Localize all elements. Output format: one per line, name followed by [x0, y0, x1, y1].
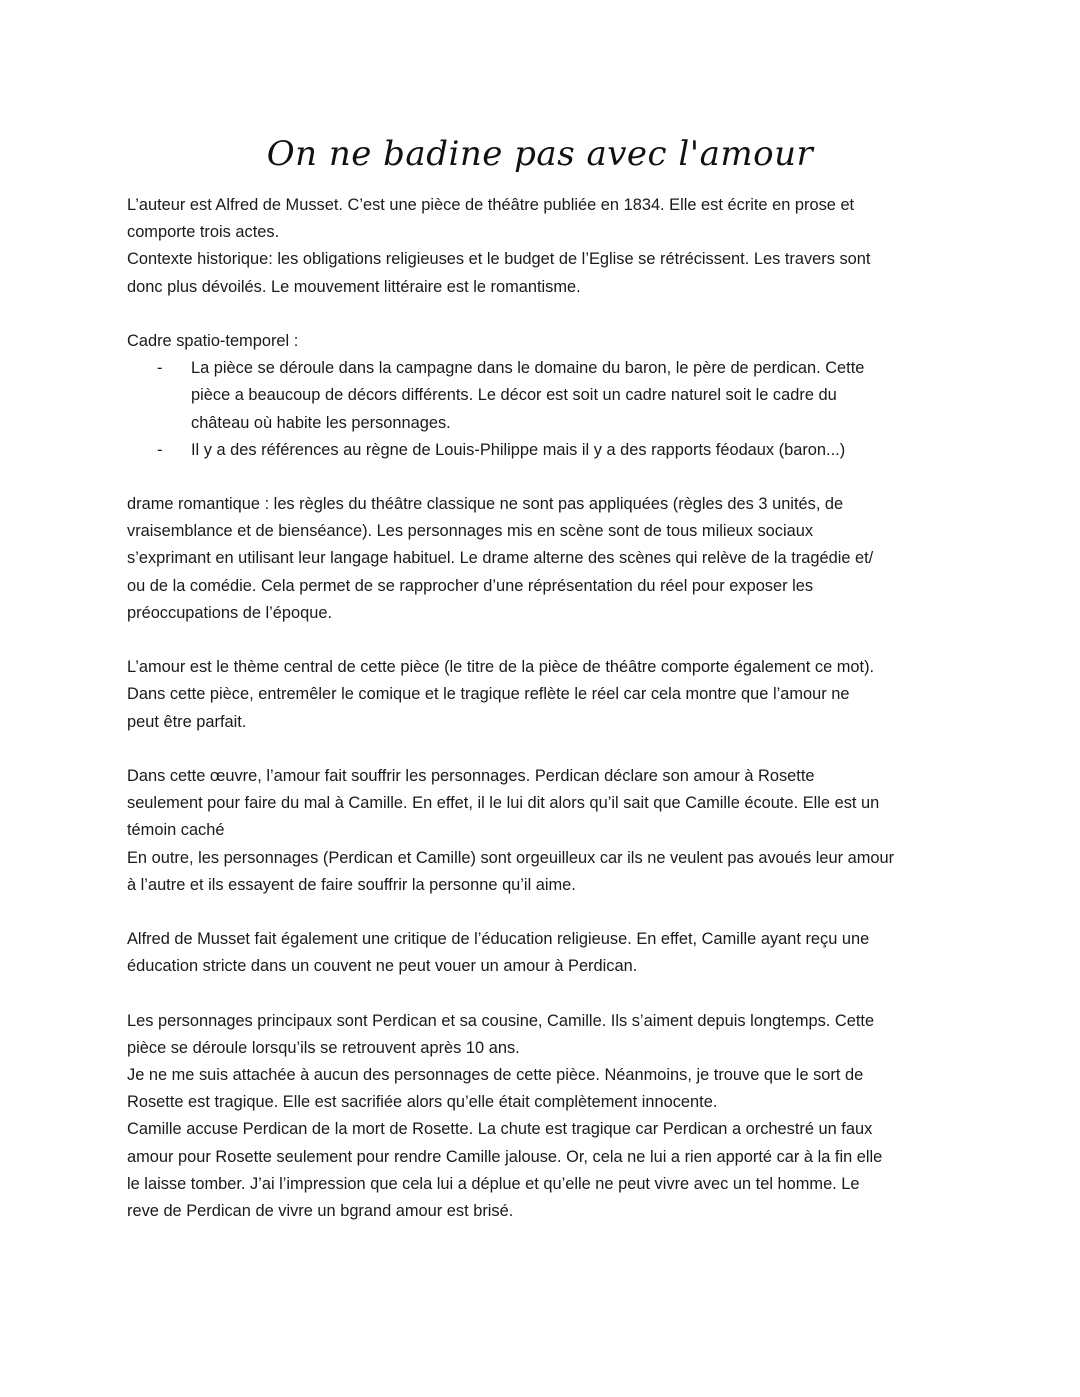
bullet-item	[127, 437, 957, 464]
section-heading: Cadre spatio-temporel :	[127, 331, 299, 350]
text-line: Dans cette œuvre, l’amour fait souffrir les personnages. Perdican déclare son amour à Rosette	[127, 766, 815, 785]
paragraph-intro	[127, 192, 957, 301]
text-line: Contexte historique: les obligations religieuses et le budget de l’Eglise se rétrécissent. Les travers sont	[127, 250, 871, 269]
text-line: préoccupations de l’époque.	[127, 603, 333, 622]
text-line: Il y a des références au règne de Louis-Philippe mais il y a des rapports féodaux (baron...)	[191, 440, 846, 459]
text-line: Alfred de Musset fait également une critique de l’éducation religieuse. En effet, Camille ayant reçu une	[127, 930, 870, 949]
text-line: La pièce se déroule dans la campagne dans le domaine du baron, le père de perdican. Cette	[191, 359, 865, 378]
bullet-dash: -	[157, 440, 163, 459]
text-line: reve de Perdican de vivre un bgrand amour est brisé.	[127, 1201, 514, 1220]
text-line: L’auteur est Alfred de Musset. C’est une pièce de théâtre publiée en 1834. Elle est écrite en prose et	[127, 196, 855, 214]
text-line: amour pour Rosette seulement pour rendre Camille jalouse. Or, cela ne lui a rien apporté car à la fin elle	[127, 1147, 883, 1166]
text-line: témoin caché	[127, 821, 225, 840]
text-line: pièce se déroule lorsqu’ils se retrouvent après 10 ans.	[127, 1038, 520, 1057]
bullet-item	[127, 355, 957, 437]
paragraph-amour	[127, 654, 957, 736]
paragraph-critique	[127, 926, 957, 980]
paragraph-spacer	[127, 627, 957, 654]
text-line: le laisse tomber. J’ai l’impression que cela lui a déplue et qu’elle ne peut vivre avec un tel homme. Le	[127, 1174, 860, 1193]
text-line: Je ne me suis attachée à aucun des personnages de cette pièce. Néanmoins, je trouve que le sort de	[127, 1066, 864, 1084]
text-line: ou de la comédie. Cela permet de se rapprocher d’une réprésentation du réel pour exposer les	[127, 576, 814, 595]
paragraph-spacer	[127, 301, 957, 328]
document-title: On ne badine pas avec l'amour	[266, 134, 814, 174]
text-line: vraisemblance et de bienséance). Les personnages mis en scène sont de tous milieux sociaux	[127, 522, 814, 541]
paragraph-spacer	[127, 899, 957, 926]
text-line: s’exprimant en utilisant leur langage habituel. Le drame alterne des scènes qui relève de la tragédie et/	[127, 549, 874, 568]
paragraph-personnages	[127, 1008, 957, 1226]
text-line: L’amour est le thème central de cette pièce (le titre de la pièce de théâtre comporte également ce mot).	[127, 658, 875, 677]
paragraph-souffrir	[127, 763, 957, 899]
paragraph-spacer	[127, 980, 957, 1007]
text-line: Dans cette pièce, entremêler le comique et le tragique reflète le réel car cela montre que l’amour ne	[127, 685, 850, 704]
paragraph-drame	[127, 491, 957, 627]
text-line: pièce a beaucoup de décors différents. Le décor est soit un cadre naturel soit le cadre du	[191, 386, 837, 405]
text-line: En outre, les personnages (Perdican et Camille) sont orgeuilleux car ils ne veulent pas avoués leur amour	[127, 848, 895, 867]
paragraph-cadre	[127, 328, 957, 464]
text-line: donc plus dévoilés. Le mouvement littéraire est le romantisme.	[127, 277, 581, 296]
text-line: Les personnages principaux sont Perdican et sa cousine, Camille. Ils s’aiment depuis longtemps. Cette	[127, 1011, 875, 1030]
paragraph-spacer	[127, 464, 957, 491]
text-line: seulement pour faire du mal à Camille. En effet, il le lui dit alors qu’il sait que Camille écoute. Elle est un	[127, 794, 880, 813]
bullet-dash: -	[157, 359, 163, 378]
text-line: peut être parfait.	[127, 712, 247, 731]
text-line: château où habite les personnages.	[191, 413, 451, 432]
text-line: éducation stricte dans un couvent ne peut vouer un amour à Perdican.	[127, 957, 638, 976]
text-line: Camille accuse Perdican de la mort de Rosette. La chute est tragique car Perdican a orchestré un faux	[127, 1120, 873, 1139]
text-line: à l’autre et ils essayent de faire souffrir la personne qu’il aime.	[127, 875, 576, 894]
text-line: Rosette est tragique. Elle est sacrifiée alors qu’elle était complètement innocente.	[127, 1093, 718, 1112]
paragraph-spacer	[127, 736, 957, 763]
text-line: comporte trois actes.	[127, 223, 280, 242]
document-body	[127, 192, 957, 1225]
text-line: drame romantique : les règles du théâtre classique ne sont pas appliquées (règles des 3 unités, de	[127, 495, 844, 514]
